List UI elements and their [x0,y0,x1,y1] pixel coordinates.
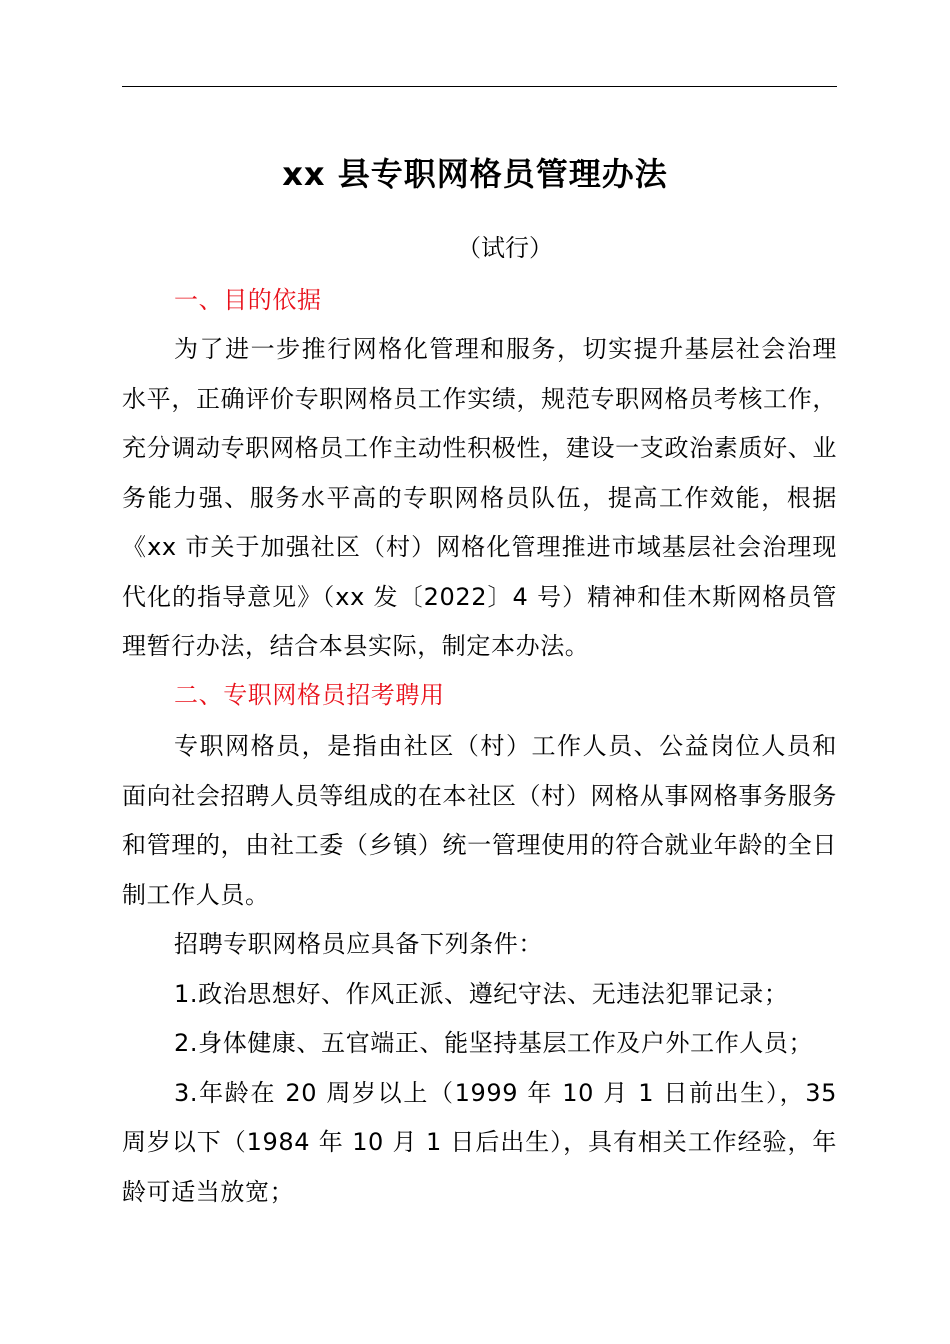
section-2-body [122,722,837,1217]
conditions-intro: 招聘专职网格员应具备下列条件： [174,930,543,958]
header-rule [122,86,837,87]
document-title: xx 县专职网格员管理办法 [282,155,668,193]
section-1-paragraph: 为了进一步推行网格化管理和服务，切实提升基层社会治理水平，正确评价专职网格员工作实绩，规范专职网格员考核工作，充分调动专职网格员工作主动性积极性，建设一支政治素质好、业务能力强、服务水平高的专职网格员队伍，提高工作效能，根据《xx 市关于加强社区（村）网格化管理推进市域基层社会治理现代化的指导意见》（xx 发〔2022〕4 号）精神和佳木斯网格员管理暂行办法，结合本县实际，制定本办法。 [122,335,837,660]
section-2-heading: 二、专职网格员招考聘用 [174,681,445,709]
section-1-heading: 一、目的依据 [174,286,322,314]
condition-item-1: 1.政治思想好、作风正派、遵纪守法、无违法犯罪记录； [174,979,789,1008]
condition-item-3: 3.年龄在 20 周岁以上（1999 年 10 月 1 日前出生），35 周岁以下（1984 年 10 月 1 日后出生），具有相关工作经验，年龄可适当放宽； [122,1078,837,1206]
document-subtitle: （试行） [457,234,553,262]
condition-item-2: 2.身体健康、五官端正、能坚持基层工作及户外工作人员； [174,1029,814,1057]
section-1-body [122,325,837,672]
section-2-paragraph: 专职网格员，是指由社区（村）工作人员、公益岗位人员和面向社会招聘人员等组成的在本社区（村）网格从事网格事务服务和管理的，由社工委（乡镇）统一管理使用的符合就业年龄的全日制工作人员。 [122,732,837,909]
